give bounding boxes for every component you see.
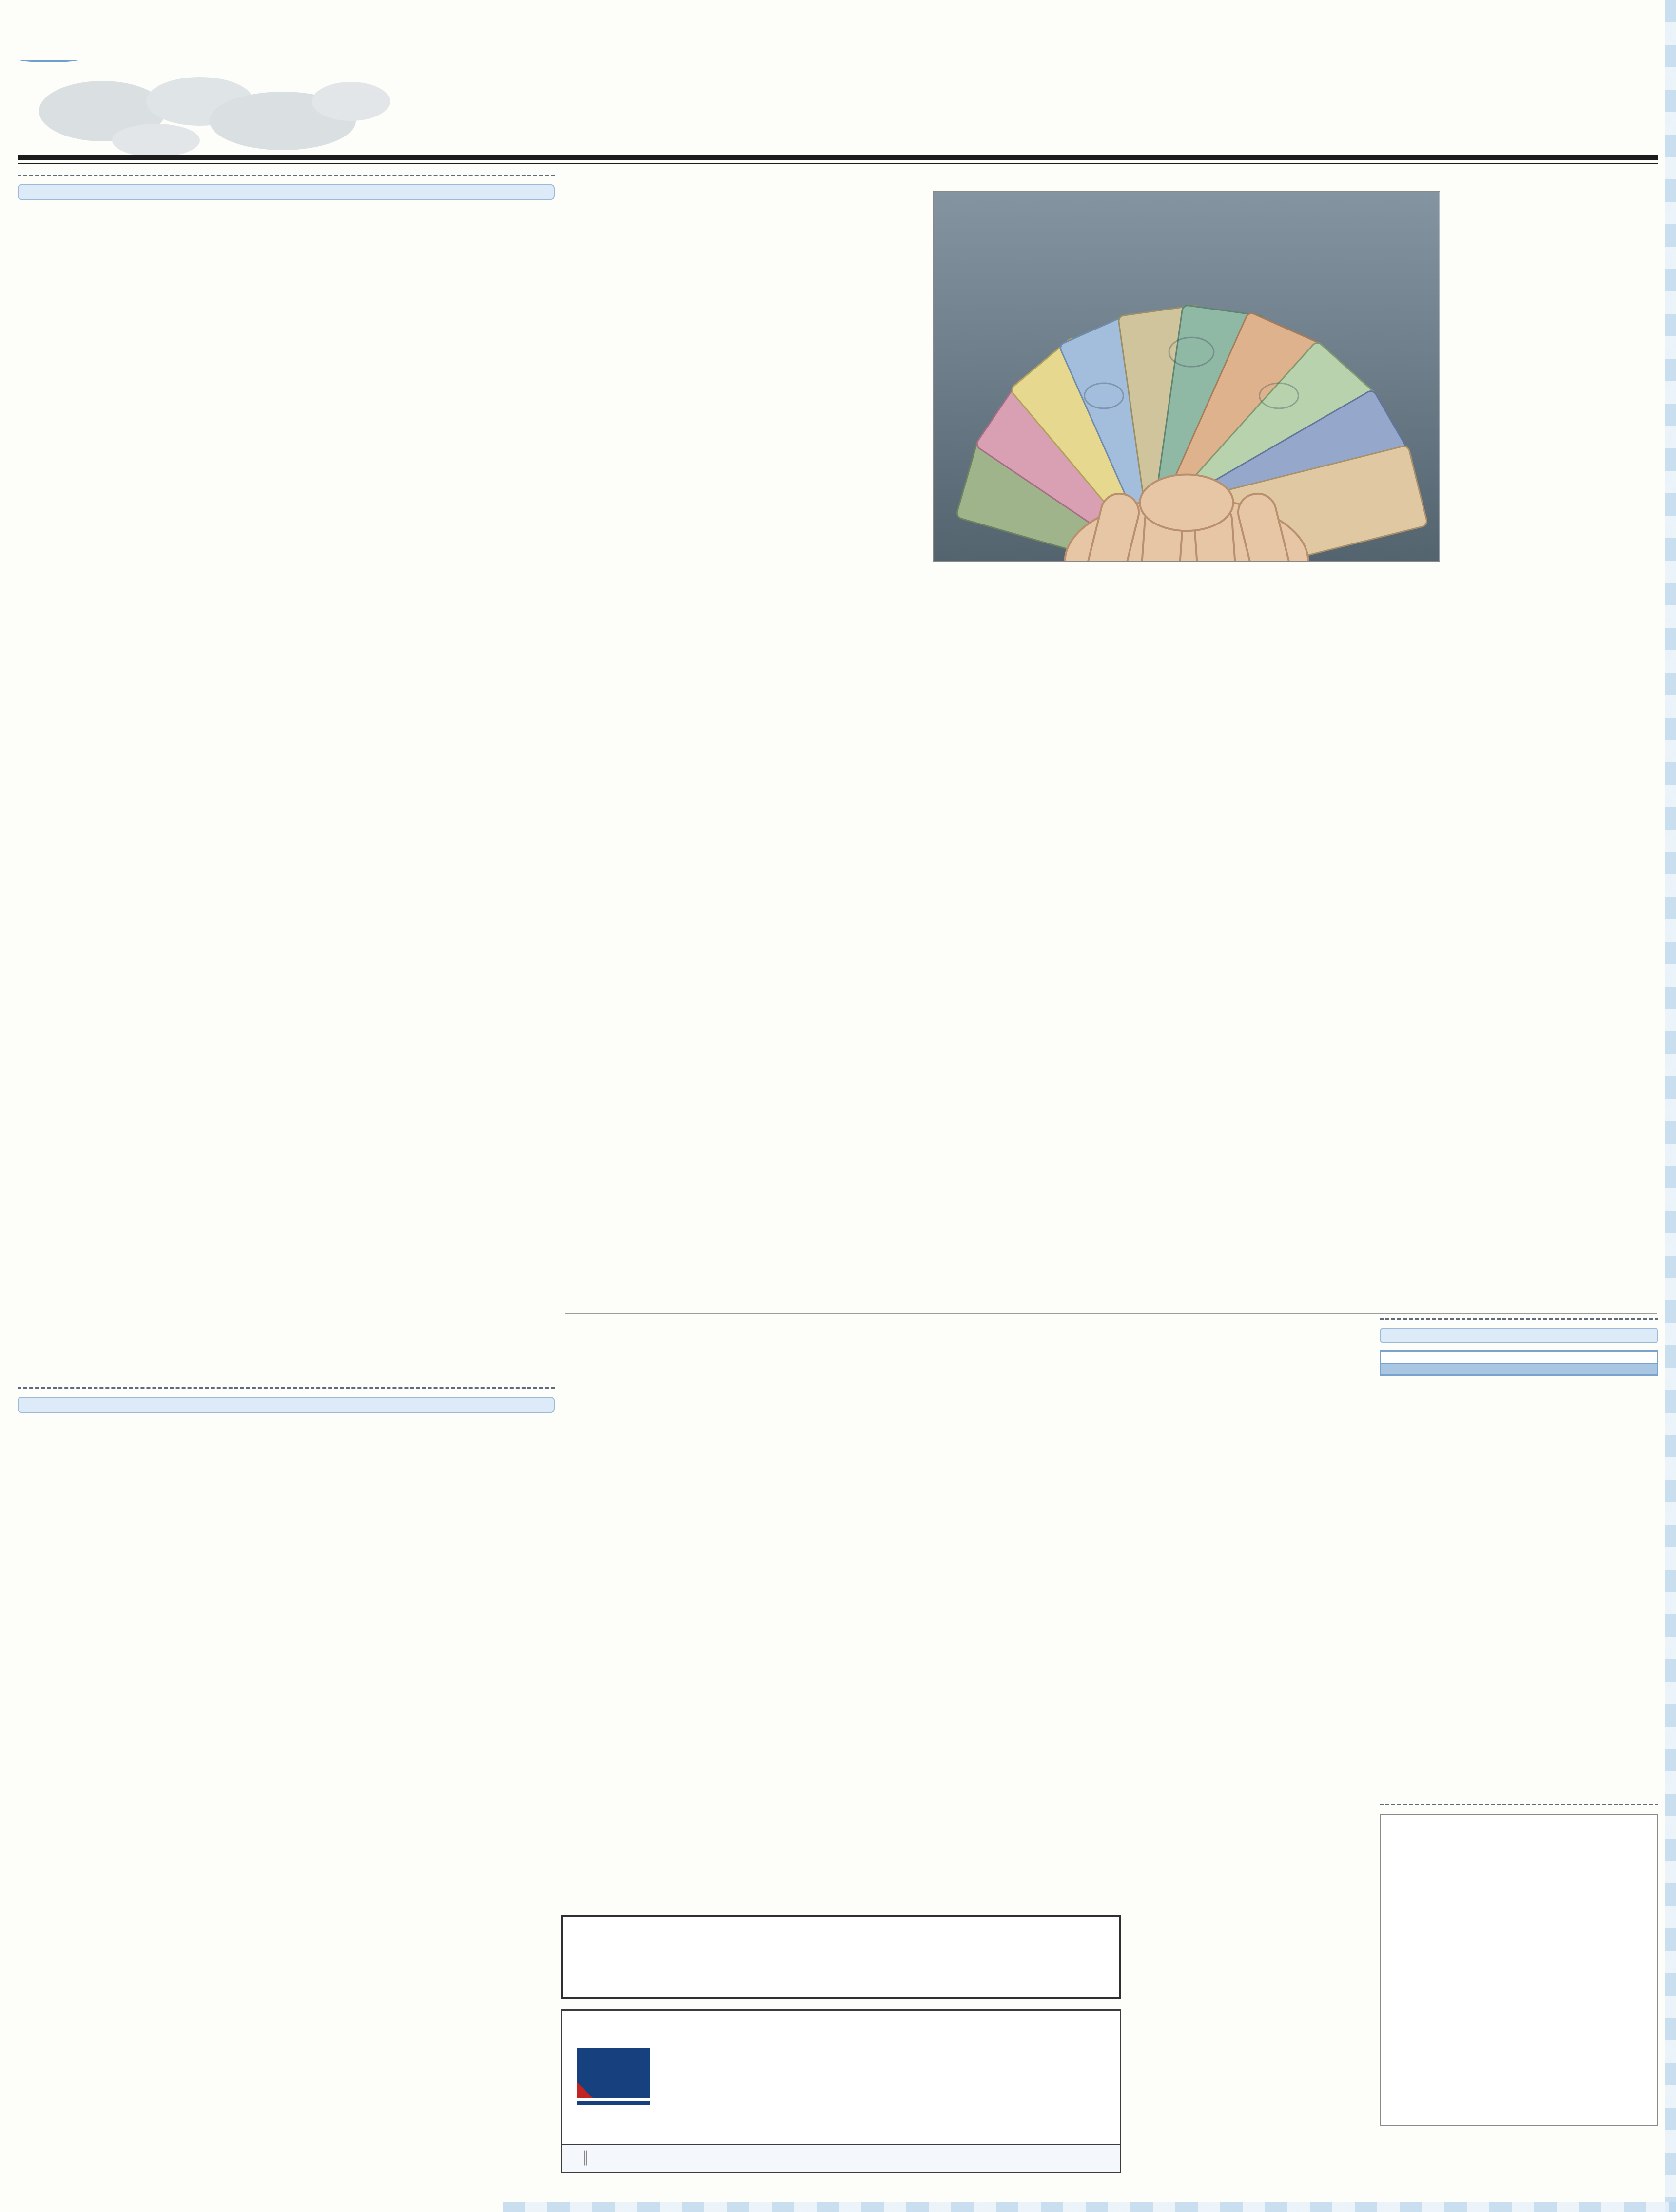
ad-top-row xyxy=(562,2011,1120,2144)
ad-links xyxy=(575,2151,596,2166)
currency-rates-table xyxy=(1380,1350,1658,1376)
chart-title-bar xyxy=(1380,1804,1658,1814)
bazarbors-ad xyxy=(561,2009,1121,2173)
world-map-graphic xyxy=(29,67,400,165)
header-rule xyxy=(18,155,1658,164)
rates-col-pair xyxy=(1519,1364,1657,1374)
forex-glossary-columns xyxy=(18,1420,555,2171)
eurusd-chart-svg xyxy=(1381,1815,1657,2125)
economic-calendar-title xyxy=(18,184,555,200)
currency-rates-panel xyxy=(1380,1318,1658,1376)
page-number-ornament xyxy=(19,58,78,62)
tk-logo xyxy=(577,2048,650,2098)
economic-calendar-panel xyxy=(18,175,555,1359)
links-separator: ║ xyxy=(582,2151,589,2166)
rates-col-bid xyxy=(1381,1364,1519,1374)
eurusd-chart-panel xyxy=(1380,1804,1658,2126)
article-aud-body xyxy=(561,800,1658,1239)
ad-brand-name xyxy=(577,2101,650,2105)
forex-glossary-panel xyxy=(18,1387,555,2192)
section-header xyxy=(29,67,400,165)
article-gbp-columns xyxy=(565,1330,1120,1856)
ad-footer-row xyxy=(562,2144,1120,2172)
ad-logo-block xyxy=(577,2048,650,2107)
article-dollar-center-column xyxy=(933,191,1440,693)
article-dollar xyxy=(561,178,1658,778)
article-dollar-below-photo xyxy=(933,569,1440,685)
currency-rates-title xyxy=(1380,1328,1658,1343)
article-dollar-left-columns xyxy=(563,191,916,693)
article-dollar-lead-column xyxy=(1458,191,1658,693)
rates-header-row xyxy=(1381,1364,1657,1374)
article-dollar-body xyxy=(561,191,1658,693)
article-divider-2 xyxy=(565,1313,1657,1314)
chart-box xyxy=(1380,1814,1658,2126)
page-edge-decoration xyxy=(1665,0,1676,2212)
forex-glossary-title xyxy=(18,1397,555,1413)
article-gbp-first-column xyxy=(1139,1330,1368,2110)
currency-photo xyxy=(933,191,1440,562)
disclaimer-box xyxy=(561,1915,1121,1999)
article-aud xyxy=(561,787,1658,1312)
page-edge-decoration-bottom xyxy=(503,2202,1676,2212)
rates-meta-row xyxy=(1381,1352,1657,1364)
